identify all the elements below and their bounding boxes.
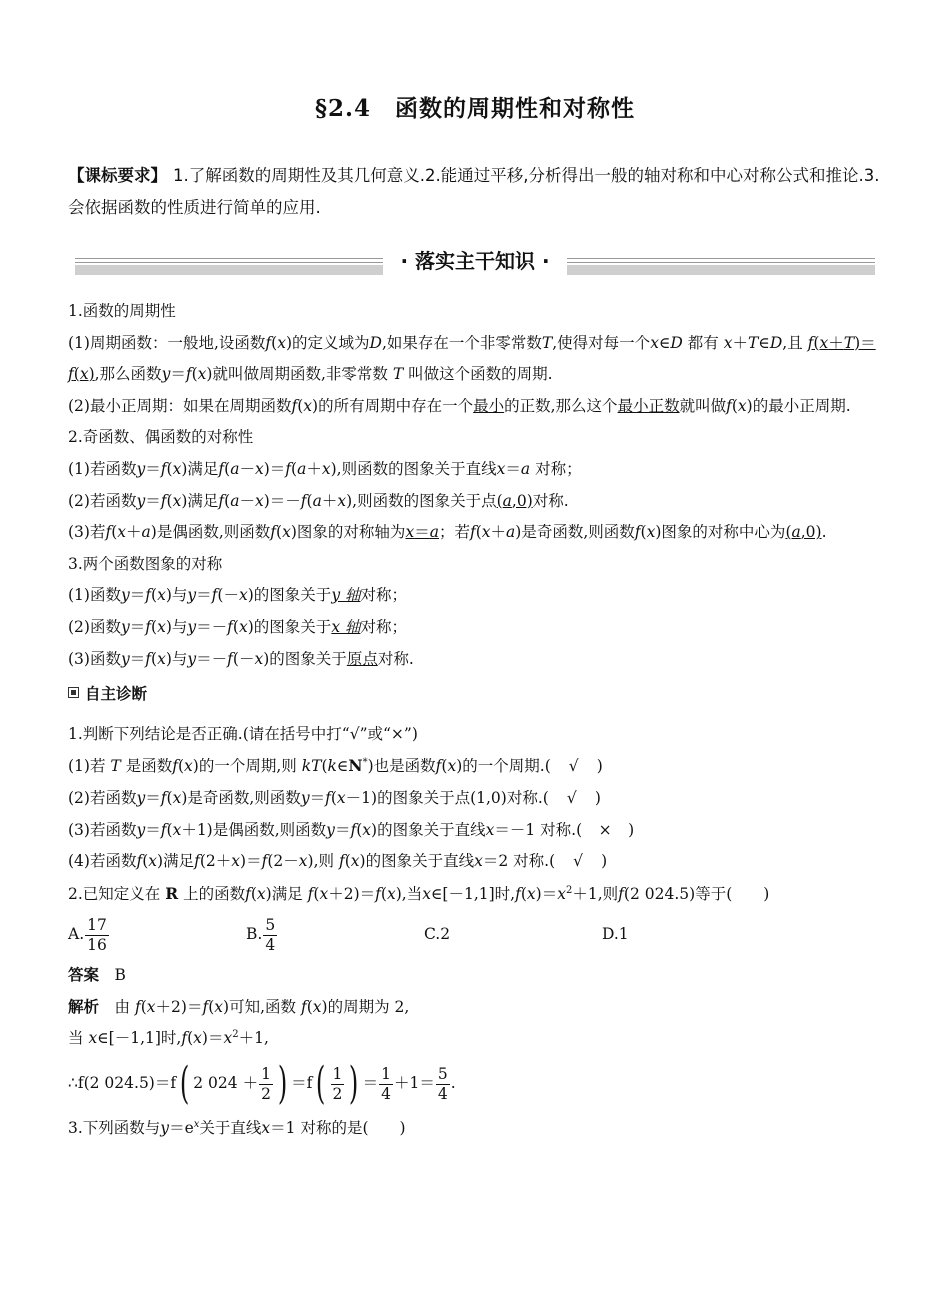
k3-line-2: (2)函数y＝f(x)与y＝－f(x)的图象关于x 轴对称； bbox=[68, 617, 407, 636]
judgment-mark: × bbox=[598, 820, 612, 839]
option-b[interactable]: B. $\frac{5}{4}$ bbox=[246, 915, 276, 954]
k2-line-1: (1)若函数y＝f(x)满足f(a－x)＝f(a＋x),则函数的图象关于直线x＝a 对称； bbox=[68, 459, 582, 478]
k3-line-3: (3)函数y＝f(x)与y＝－f(－x)的图象关于原点对称. bbox=[68, 649, 414, 668]
option-a[interactable]: A. $\frac{17}{16}$ bbox=[68, 915, 107, 954]
k3-line-1: (1)函数y＝f(x)与y＝f(－x)的图象关于y 轴对称； bbox=[68, 586, 408, 605]
k1-paragraph-2: (2)最小正周期：如果在周期函数f(x)的所有周期中存在一个最小的正数,那么这个最小正数就叫做f(x)的最小正周期. bbox=[68, 396, 851, 415]
q1-item-1: (1)若 T 是函数f(x)的一个周期,则 kT(k∈N*)也是函数f(x)的一个周期.( √ ) bbox=[68, 750, 883, 783]
self-check-heading: 自主诊断 bbox=[68, 679, 883, 711]
page-title: §2.4 函数的周期性和对称性 bbox=[314, 95, 636, 122]
banner-label: · 落实主干知识 · bbox=[383, 247, 567, 275]
section-banner bbox=[75, 247, 875, 279]
judgment-mark: √ bbox=[573, 852, 584, 871]
q1-item-2: (2)若函数y＝f(x)是奇函数,则函数y＝f(x－1)的图象关于点(1,0)对称.( √ ) bbox=[68, 783, 883, 815]
requirement-tag: 【课标要求】 bbox=[68, 166, 167, 185]
q2-stem: 2.已知定义在 R 上的函数f(x)满足 f(x＋2)＝f(x),当x∈[－1,1]时$,f(x)=x^2+1$,则f(2 024.5)等于( ) bbox=[68, 883, 770, 903]
k2-line-2: (2)若函数y＝f(x)满足f(a－x)＝－f(a＋x),则函数的图象关于点(a,0)对称. bbox=[68, 491, 569, 510]
main-content bbox=[68, 296, 883, 1145]
judgment-mark: √ bbox=[566, 788, 577, 807]
k2-line-3: (3)若f(x＋a)是偶函数,则函数f(x)图象的对称轴为x＝a；若f(x＋a)是奇函数,则函数f(x)图象的对称中心为(a,0). bbox=[68, 523, 827, 542]
option-d[interactable]: D.1 bbox=[602, 925, 629, 944]
k1-paragraph-1: (1)周期函数：一般地,设函数f(x)的定义域为D,如果存在一个非零常数T,使得对每一个x∈D 都有 x＋T∈D,且 f(x＋T)＝f(x),那么函数y＝f(x)就叫做周期函数,非零常数 T 叫做这个函数的周期. bbox=[68, 333, 876, 384]
option-c[interactable]: C.2 bbox=[424, 925, 451, 944]
q3-stem: 3.下列函数与$y=e^x$关于直线x＝1 对称的是( ) bbox=[68, 1118, 406, 1138]
q2-answer: 答案 B bbox=[68, 966, 126, 985]
requirement-text: 1.了解函数的周期性及其几何意义.2.能通过平移,分析得出一般的轴对称和中心对称公式和推论.3.会依据函数的性质进行简单的应用. bbox=[68, 166, 880, 217]
k3-heading: 3.两个函数图象的对称 bbox=[68, 554, 223, 573]
k1-heading: 1.函数的周期性 bbox=[68, 302, 176, 320]
q2-calculation: ∴f(2 024.5)＝f ( 2 024 ＋ $\frac{1}{2}$ ) ＝f ( $\frac{1}{2}$ ) ＝ $\frac{1}{4}$ ＋1＝ $\frac{5}{4}$ . bbox=[68, 1058, 456, 1110]
q1-item-3: (3)若函数y＝f(x＋1)是偶函数,则函数y＝f(x)的图象关于直线x＝－1 对称.( × ) bbox=[68, 815, 883, 847]
curriculum-requirement bbox=[68, 160, 883, 224]
q1-item-4: (4)若函数f(x)满足f(2＋x)＝f(2－x),则 f(x)的图象关于直线x＝2 对称.( √ ) bbox=[68, 846, 883, 878]
q2-analysis-1: 解析 由 f(x＋2)＝f(x)可知,函数 f(x)的周期为 2, bbox=[68, 997, 410, 1016]
judgment-mark: √ bbox=[568, 757, 579, 776]
square-bullet-icon bbox=[68, 687, 79, 698]
q2-analysis-2: 当 x∈[－1,1]时$,f(x)=x^2+1$, bbox=[68, 1029, 269, 1048]
q2-options bbox=[68, 910, 883, 960]
q1-stem: 1.判断下列结论是否正确.(请在括号中打“√”或“×”) bbox=[68, 724, 418, 743]
k2-heading: 2.奇函数、偶函数的对称性 bbox=[68, 428, 254, 447]
